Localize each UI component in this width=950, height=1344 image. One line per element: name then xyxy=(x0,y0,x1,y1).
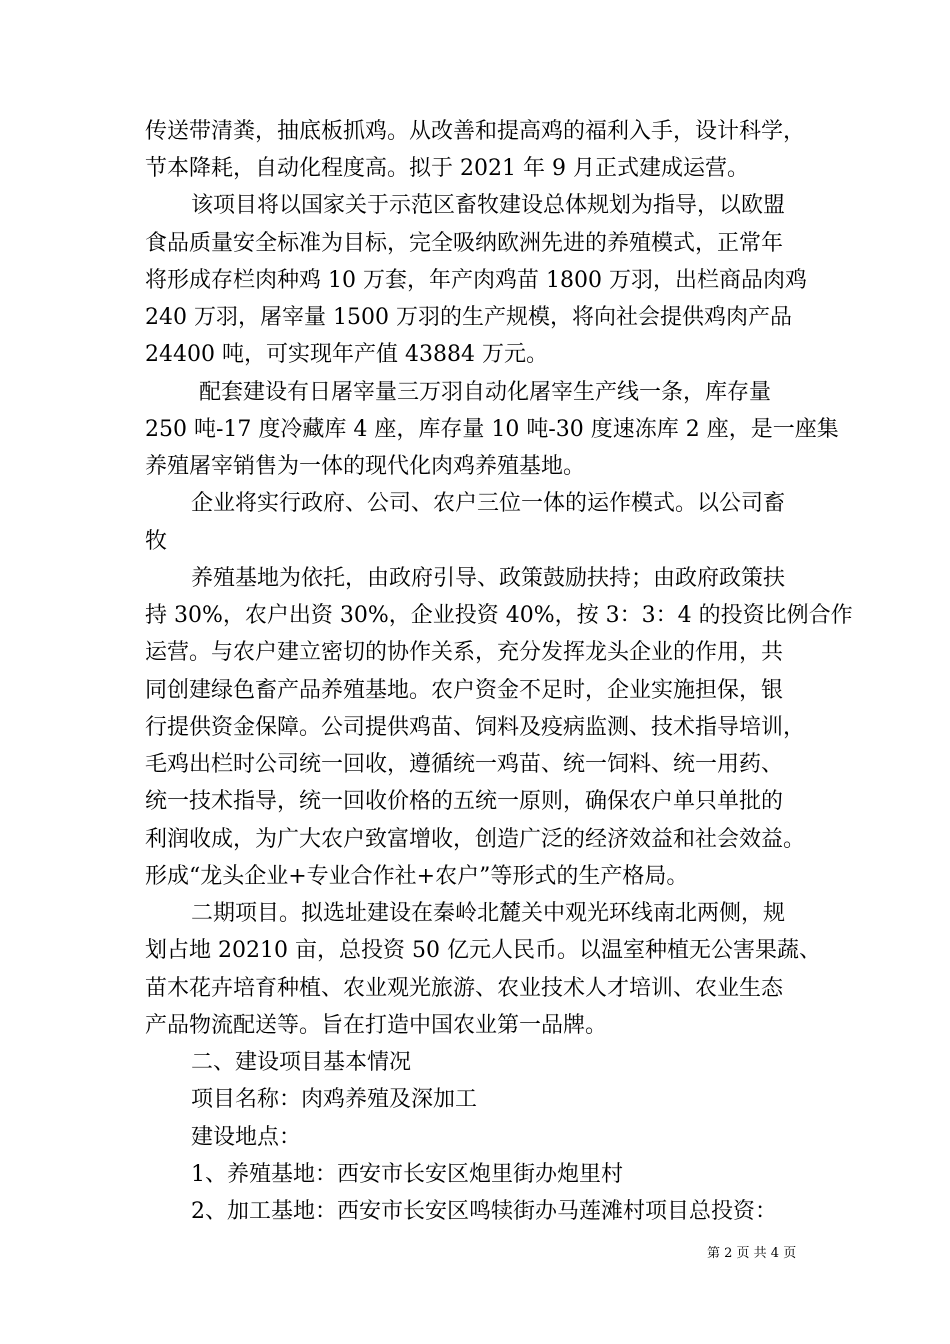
text-line: 240 万羽，屠宰量 1500 万羽的生产规模，将向社会提供鸡肉产品 xyxy=(145,305,792,330)
text-line: 食品质量安全标准为目标，完全吸纳欧洲先进的养殖模式，正常年 xyxy=(145,231,784,256)
text-line: 利润收成，为广大农户致富增收，创造广泛的经济效益和社会效益。 xyxy=(145,827,806,852)
text-line: 2、加工基地：西安市长安区鸣犊街办马莲滩村项目总投资： xyxy=(191,1199,777,1224)
text-line: 250 吨-17 度冷藏库 4 座，库存量 10 吨-30 度速冻库 2 座，是一座集 xyxy=(145,417,839,442)
section-heading: 二、建设项目基本情况 xyxy=(191,1050,412,1075)
text-line: 1、养殖基地：西安市长安区炮里街办炮里村 xyxy=(191,1162,623,1187)
text-line: 项目名称：肉鸡养殖及深加工 xyxy=(191,1087,478,1112)
text-line: 同创建绿色畜产品养殖基地。农户资金不足时，企业实施担保，银 xyxy=(145,678,784,703)
text-line: 划占地 20210 亩，总投资 50 亿元人民币。以温室种植无公害果蔬、 xyxy=(145,938,821,963)
text-line: 运营。与农户建立密切的协作关系，充分发挥龙头企业的作用，共 xyxy=(145,640,784,665)
text-line: 统一技术指导，统一回收价格的五统一原则，确保农户单只单批的 xyxy=(145,789,784,814)
text-line: 苗木花卉培育种植、农业观光旅游、农业技术人才培训、农业生态 xyxy=(145,976,784,1001)
text-line: 企业将实行政府、公司、农户三位一体的运作模式。以公司畜 xyxy=(191,491,786,516)
text-line: 配套建设有日屠宰量三万羽自动化屠宰生产线一条，库存量 xyxy=(199,380,772,405)
text-line: 节本降耗，自动化程度高。拟于 2021 年 9 月正式建成运营。 xyxy=(145,156,749,181)
text-line: 该项目将以国家关于示范区畜牧建设总体规划为指导，以欧盟 xyxy=(191,193,786,218)
text-line: 将形成存栏肉种鸡 10 万套，年产肉鸡苗 1800 万羽，出栏商品肉鸡 xyxy=(145,268,807,293)
text-line: 毛鸡出栏时公司统一回收，遵循统一鸡苗、统一饲料、统一用药、 xyxy=(145,752,784,777)
text-line: 牧 xyxy=(145,529,168,554)
text-line: 24400 吨，可实现年产值 43884 万元。 xyxy=(145,342,548,367)
text-line: 养殖屠宰销售为一体的现代化肉鸡养殖基地。 xyxy=(145,454,586,479)
text-line: 二期项目。拟选址建设在秦岭北麓关中观光环线南北两侧，规 xyxy=(191,901,786,926)
text-line: 传送带清粪，抽底板抓鸡。从改善和提高鸡的福利入手，设计科学， xyxy=(145,119,806,144)
text-line: 持 30%，农户出资 30%，企业投资 40%，按 3：3：4 的投资比例合作 xyxy=(145,603,853,628)
text-line: 养殖基地为依托，由政府引导、政策鼓励扶持；由政府政策扶 xyxy=(191,566,786,591)
text-line: 行提供资金保障。公司提供鸡苗、饲料及疫病监测、技术指导培训， xyxy=(145,715,806,740)
page-number-footer: 第 2 页 共 4 页 xyxy=(707,1246,797,1261)
text-line: 建设地点： xyxy=(191,1125,302,1150)
text-line: 形成“龙头企业+专业合作社+农户”等形式的生产格局。 xyxy=(145,864,689,889)
text-line: 产品物流配送等。旨在打造中国农业第一品牌。 xyxy=(145,1013,608,1038)
